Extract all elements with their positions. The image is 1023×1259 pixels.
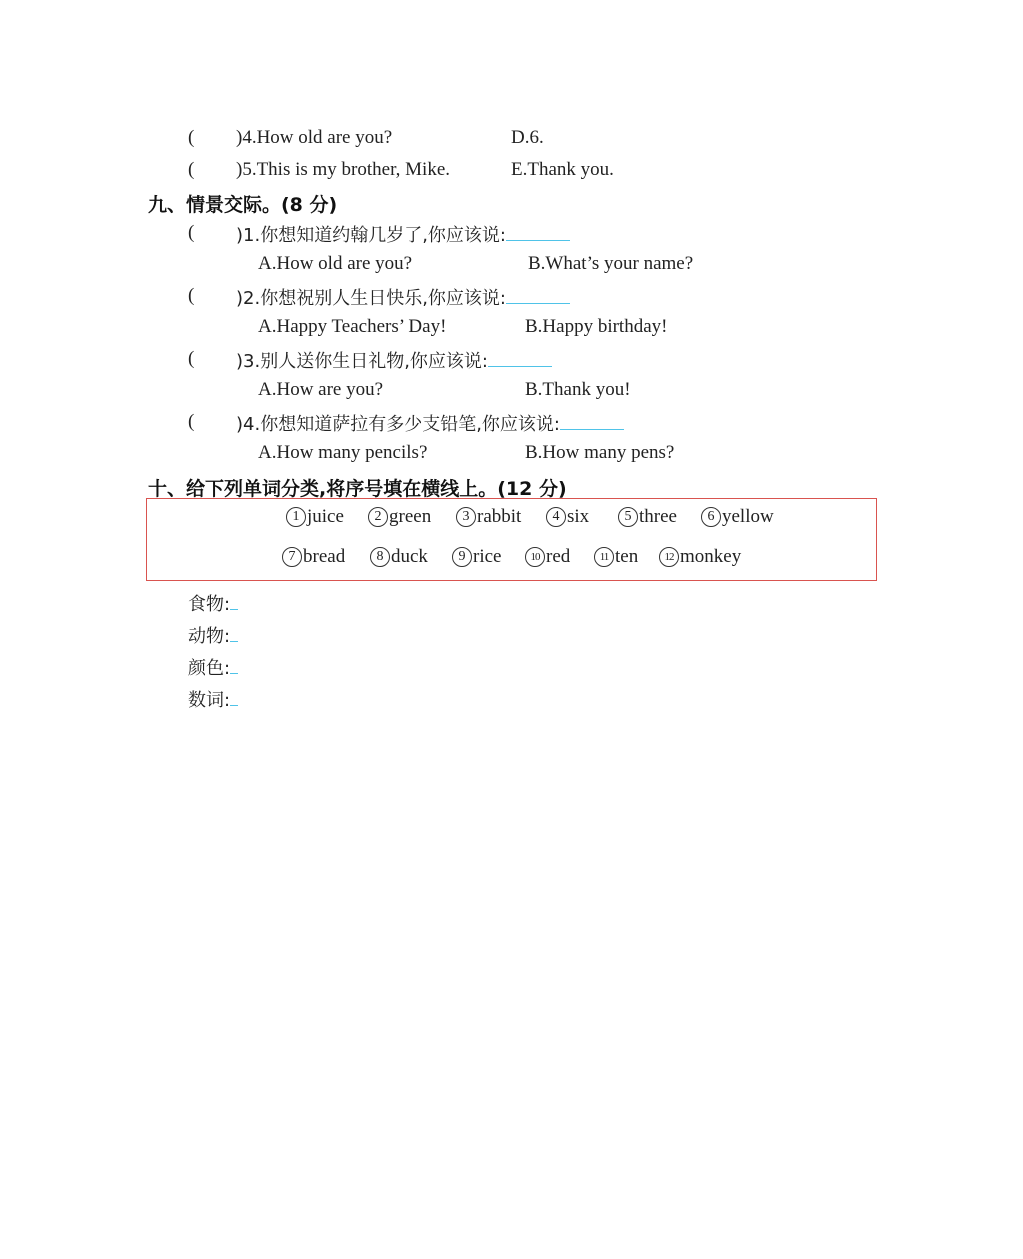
number-circle: 10 (525, 547, 545, 567)
answer-blank[interactable] (230, 657, 238, 674)
answer-blank[interactable] (230, 593, 238, 610)
answer-blank[interactable] (230, 625, 238, 642)
option-a: A.How old are you? (258, 253, 413, 274)
word-text: yellow (722, 506, 774, 527)
answer-option: D.6. (511, 127, 544, 148)
word-text: bread (303, 546, 346, 567)
word-item (370, 546, 428, 568)
section-9-title: 九、情景交际。(8 分) (148, 194, 338, 216)
answer-paren: ( (188, 285, 195, 306)
category-animals (188, 622, 238, 648)
word-text: duck (391, 546, 428, 567)
question-prompt (236, 221, 570, 247)
word-text: rabbit (477, 506, 522, 527)
option-b: B.How many pens? (525, 442, 675, 463)
number-circle: 1 (286, 507, 306, 527)
word-item (546, 506, 589, 528)
answer-paren: ( (188, 222, 195, 243)
answer-blank[interactable] (230, 689, 238, 706)
category-label: 食物: (188, 594, 231, 615)
category-label: 数词: (188, 690, 231, 711)
category-label: 动物: (188, 626, 231, 647)
word-text: juice (307, 506, 344, 527)
word-item (525, 546, 570, 568)
word-text: rice (473, 546, 502, 567)
word-item (618, 506, 677, 528)
word-text: ten (615, 546, 639, 567)
number-circle: 11 (594, 547, 614, 567)
word-item (286, 506, 344, 528)
answer-paren: ( (188, 348, 195, 369)
question-prompt (236, 410, 624, 436)
word-item (456, 506, 521, 528)
word-text: six (567, 506, 590, 527)
question-prompt-text: )3.别人送你生日礼物,你应该说: (236, 351, 488, 372)
category-food (188, 590, 238, 616)
category-label: 颜色: (188, 658, 231, 679)
number-circle: 5 (618, 507, 638, 527)
number-circle: 12 (659, 547, 679, 567)
answer-option: E.Thank you. (511, 159, 614, 180)
word-text: red (546, 546, 571, 567)
question-text: )5.This is my brother, Mike. (236, 159, 451, 180)
answer-blank[interactable] (560, 413, 624, 430)
number-circle: 6 (701, 507, 721, 527)
category-numbers (188, 686, 238, 712)
answer-paren: ( (188, 127, 195, 148)
answer-paren: ( (188, 411, 195, 432)
word-item (701, 506, 774, 528)
word-text: monkey (680, 546, 742, 567)
word-item (452, 546, 501, 568)
number-circle: 7 (282, 547, 302, 567)
question-prompt (236, 347, 552, 373)
question-prompt-text: )2.你想祝别人生日快乐,你应该说: (236, 288, 506, 309)
option-a: A.How are you? (258, 379, 384, 400)
word-text: green (389, 506, 432, 527)
number-circle: 9 (452, 547, 472, 567)
word-item (282, 546, 345, 568)
option-b: B.Thank you! (525, 379, 631, 400)
option-b: B.Happy birthday! (525, 316, 668, 337)
number-circle: 2 (368, 507, 388, 527)
answer-blank[interactable] (488, 350, 552, 367)
section-10-title: 十、给下列单词分类,将序号填在横线上。(12 分) (148, 478, 567, 500)
question-text: )4.How old are you? (236, 127, 393, 148)
answer-blank[interactable] (506, 287, 570, 304)
option-b: B.What’s your name? (528, 253, 694, 274)
word-item (368, 506, 431, 528)
question-prompt (236, 284, 570, 310)
answer-blank[interactable] (506, 224, 570, 241)
number-circle: 8 (370, 547, 390, 567)
question-prompt-text: )1.你想知道约翰几岁了,你应该说: (236, 225, 506, 246)
word-item (659, 546, 741, 568)
number-circle: 3 (456, 507, 476, 527)
word-item (594, 546, 638, 568)
option-a: A.How many pencils? (258, 442, 428, 463)
question-prompt-text: )4.你想知道萨拉有多少支铅笔,你应该说: (236, 414, 560, 435)
option-a: A.Happy Teachers’ Day! (258, 316, 447, 337)
category-colors (188, 654, 238, 680)
number-circle: 4 (546, 507, 566, 527)
word-text: three (639, 506, 677, 527)
answer-paren: ( (188, 159, 195, 180)
